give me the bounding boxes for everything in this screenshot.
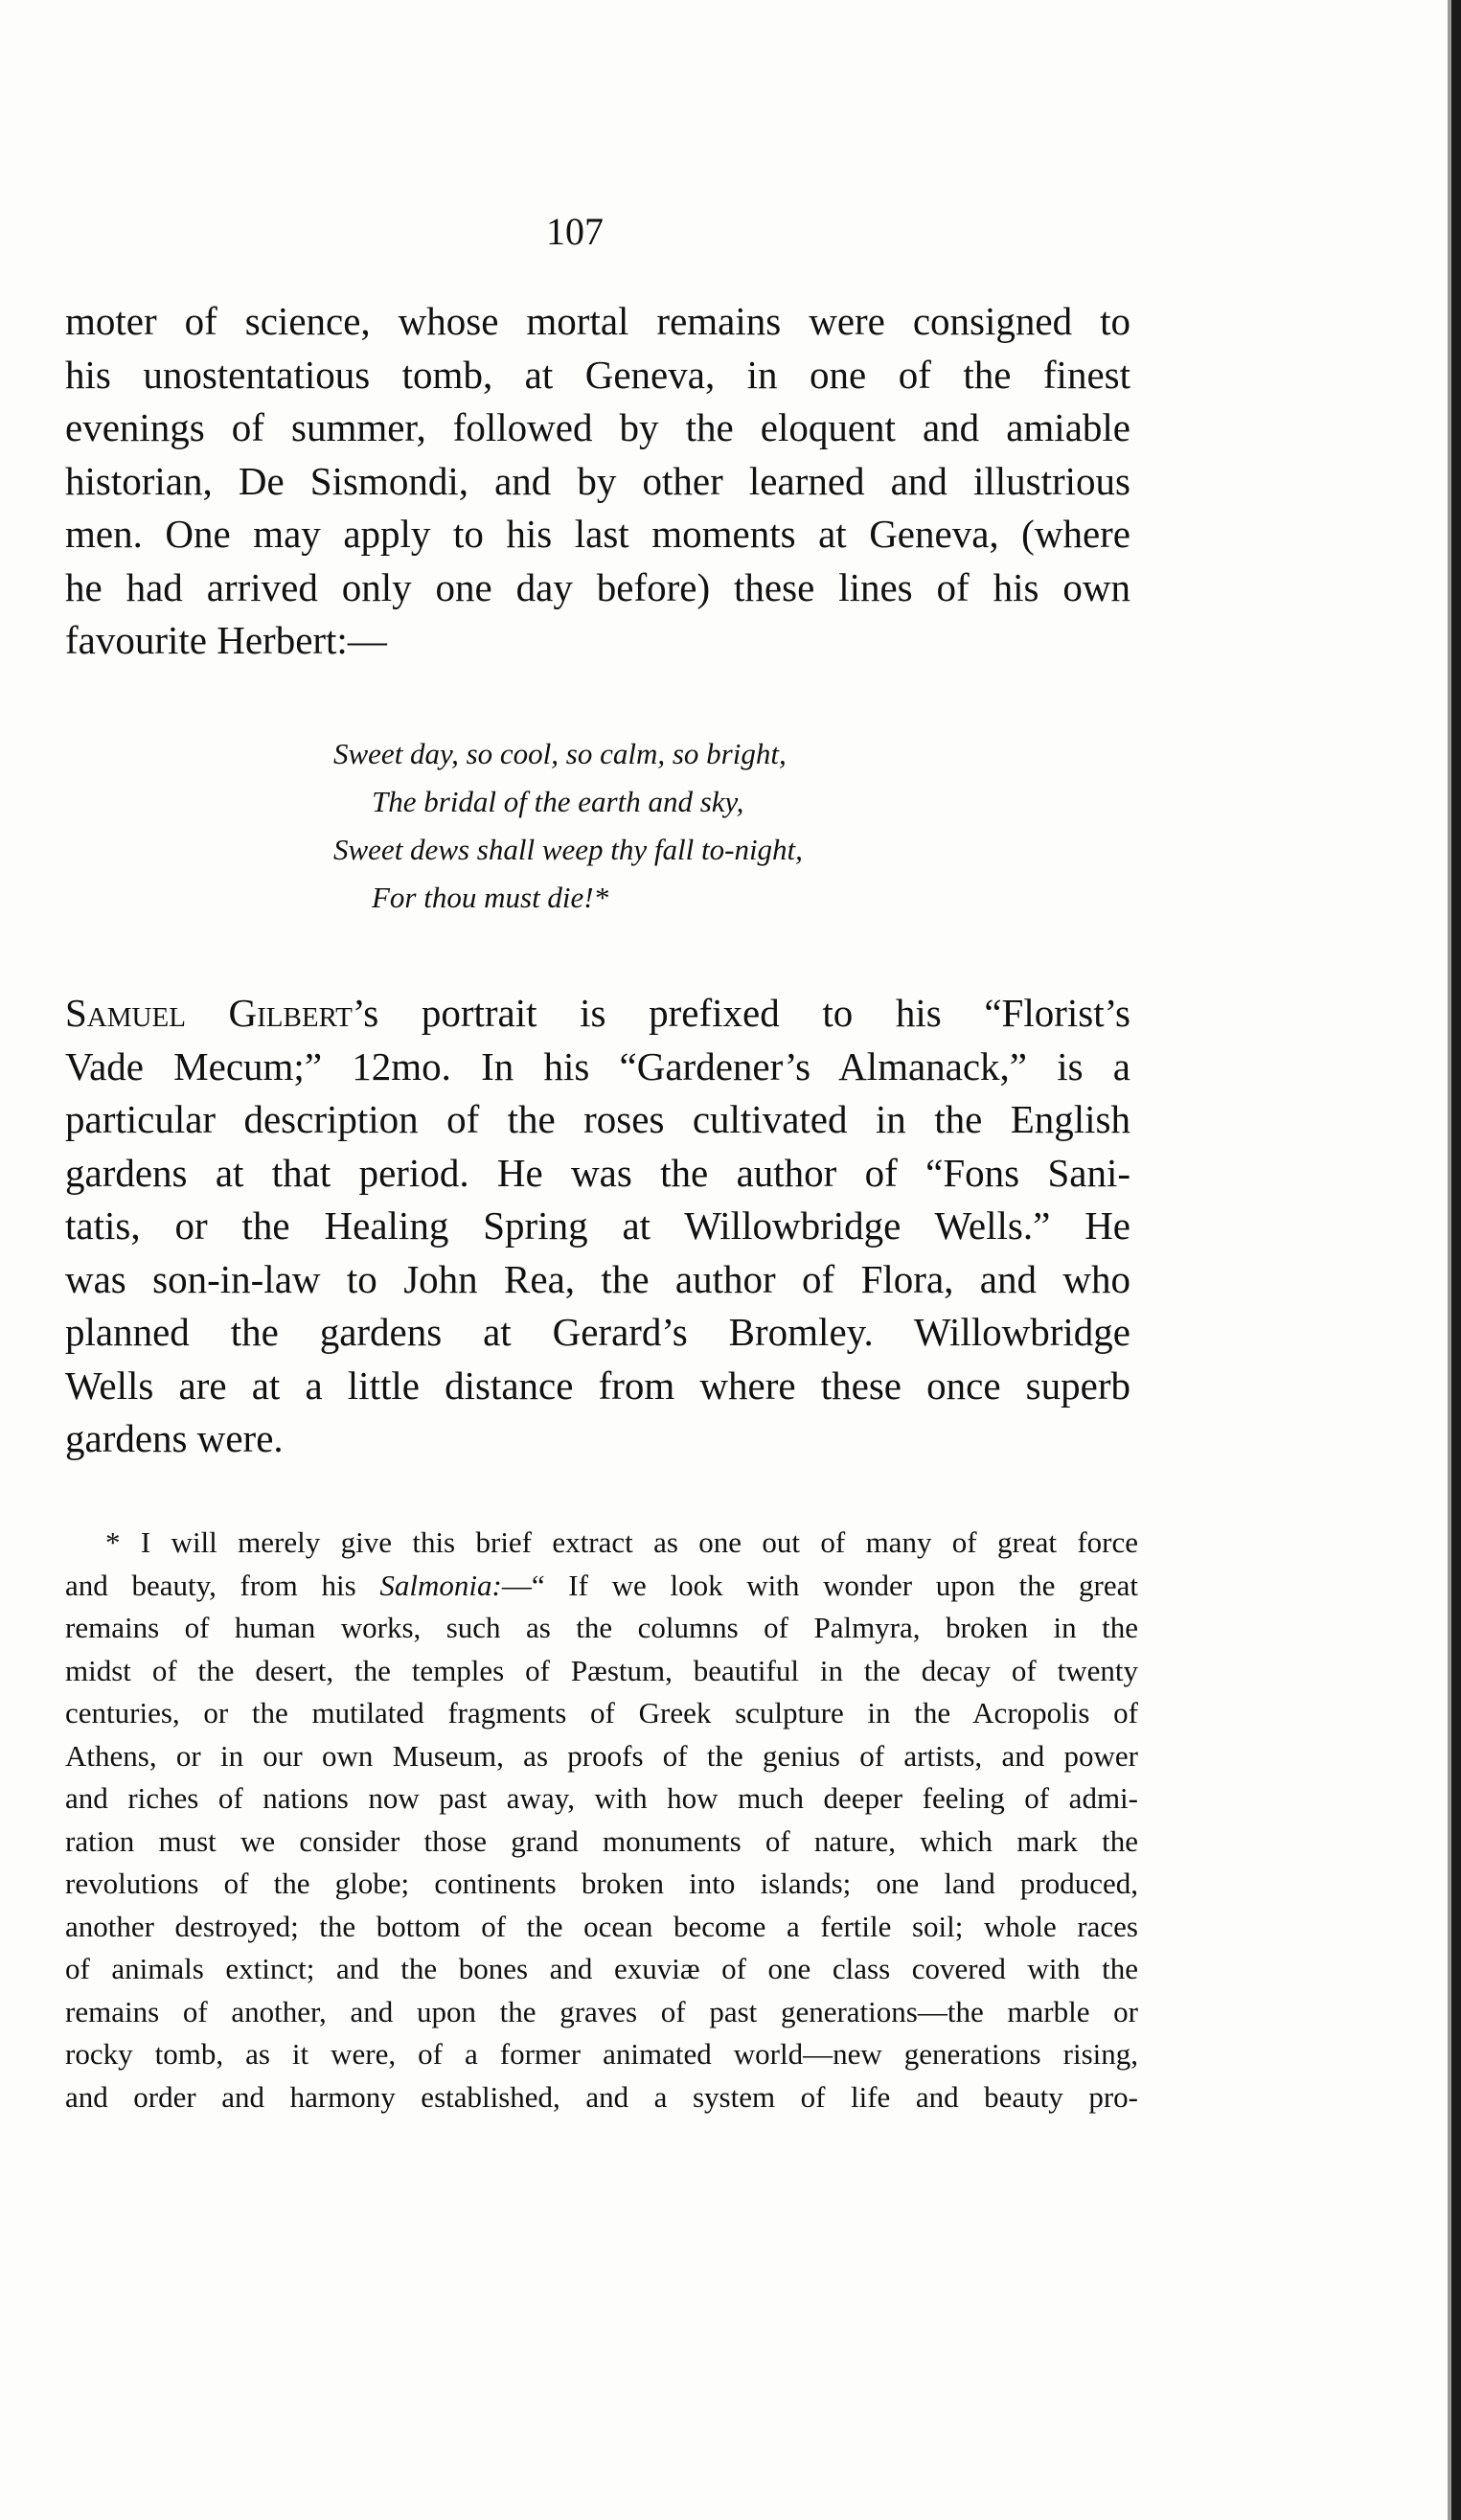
verse-line: Sweet day, so cool, so calm, so bright, — [333, 737, 787, 770]
text-fragment: ’s portrait is prefixed to his “Florist’s — [352, 991, 1130, 1035]
text-line: Wells are at a little distance from where these once superb — [65, 1363, 1130, 1408]
footnote — [65, 1522, 1138, 2119]
name-small-caps: Samuel Gilbert — [65, 991, 353, 1035]
footnote-line: remains of human works, such as the columns of Palmyra, broken in the — [65, 1611, 1138, 1644]
verse-line: The bridal of the earth and sky, — [372, 785, 744, 818]
text-line: particular description of the roses cultivated in the English — [65, 1097, 1130, 1141]
footnote-line: centuries, or the mutilated fragments of Greek sculpture in the Acropolis of — [65, 1696, 1138, 1730]
footnote-line — [65, 1565, 1138, 1608]
text-line: was son-in-law to John Rea, the author of Flora, and who — [65, 1256, 1130, 1301]
paragraph-humphry-davy — [65, 295, 1130, 668]
verse-line: Sweet dews shall weep thy fall to-night, — [333, 833, 803, 866]
verse-line: For thou must die!* — [372, 881, 609, 914]
footnote-line: and riches of nations now past away, with how much deeper feeling of admi- — [65, 1781, 1138, 1815]
page-edge — [1451, 0, 1461, 2520]
paragraph-samuel-gilbert — [65, 987, 1130, 1466]
text-line: gardens at that period. He was the author of “Fons Sani- — [65, 1150, 1130, 1195]
footnote-line: Athens, or in our own Museum, as proofs of the genius of artists, and power — [65, 1738, 1138, 1773]
text-line: favourite Herbert:— — [65, 618, 387, 662]
footnote-line: and order and harmony established, and a system of life and beauty pro- — [65, 2079, 1138, 2114]
footnote-line: another destroyed; the bottom of the ocean become a fertile soil; whole races — [65, 1909, 1138, 1943]
text-line: planned the gardens at Gerard’s Bromley. Willowbridge — [65, 1310, 1130, 1354]
footnote-line: revolutions of the globe; continents broken into islands; one land produced, — [65, 1867, 1138, 1900]
text-line: tatis, or the Healing Spring at Willowbridge Wells.” He — [65, 1203, 1130, 1248]
text-line: moter of science, whose mortal remains were consigned to — [65, 299, 1130, 343]
text-line: evenings of summer, followed by the eloquent and amiable — [65, 405, 1130, 449]
text-line — [65, 987, 1130, 1041]
text-line: his unostentatious tomb, at Geneva, in one of the finest — [65, 352, 1130, 397]
text-line: gardens were. — [65, 1416, 284, 1460]
book-title-salmonia: Salmonia: — [379, 1568, 502, 1602]
footnote-line: remains of another, and upon the graves of past generations—the marble or — [65, 1994, 1138, 2028]
footnote-line: rocky tomb, as it were, of a former animated world—new generations rising, — [65, 2037, 1138, 2071]
herbert-verse — [333, 730, 803, 922]
text-fragment: —“ If we look with wonder upon the great — [501, 1568, 1138, 1602]
footnote-line: ration must we consider those grand monuments of nature, which mark the — [65, 1823, 1138, 1858]
text-fragment: and beauty, from his — [65, 1568, 380, 1602]
page-number: 107 — [546, 210, 604, 253]
text-line: Vade Mecum;” 12mo. In his “Gardener’s Almanack,” is a — [65, 1043, 1130, 1088]
text-line: he had arrived only one day before) these lines of his own — [65, 564, 1130, 609]
footnote-line: * I will merely give this brief extract as one out of many of great force — [105, 1525, 1138, 1559]
text-line: historian, De Sismondi, and by other learned and illustrious — [65, 458, 1130, 503]
text-line: men. One may apply to his last moments at Geneva, (where — [65, 512, 1130, 556]
footnote-line: midst of the desert, the temples of Pæstum, beautiful in the decay of twenty — [65, 1653, 1138, 1687]
footnote-line: of animals extinct; and the bones and exuviæ of one class covered with the — [65, 1952, 1138, 1985]
